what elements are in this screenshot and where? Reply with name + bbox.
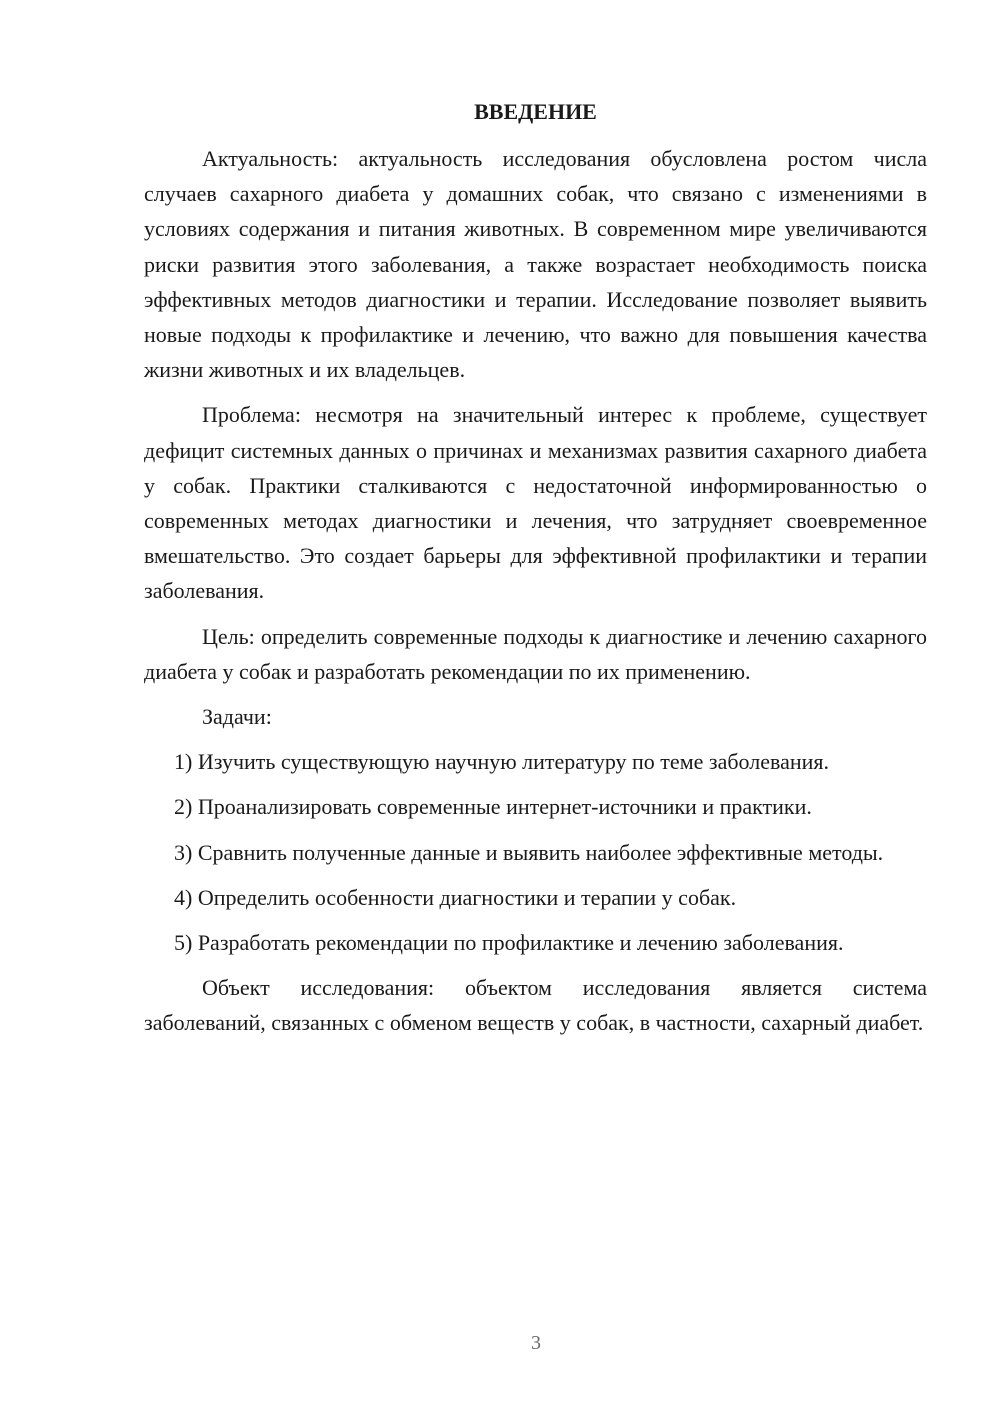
task-item-3: 3) Сравнить полученные данные и выявить наиболее эффективные методы.	[174, 839, 884, 865]
paragraph-goal: Цель: определить современные подходы к диагностике и лечению сахарного диабета у собак и разработать рекомендации по их применению.	[144, 623, 927, 684]
page-number: 3	[531, 1332, 541, 1354]
paragraph-problem: Проблема: несмотря на значительный интерес к проблеме, существует дефицит системных данных о причинах и механизмах развития сахарного диабета у собак. Практики сталкиваются с недостаточной информированностью о современных методах диагностики и лечения, что затрудняет своевременное вмешательство. Это создает барьеры для эффективной профилактики и терапии заболевания.	[144, 402, 927, 604]
paragraph-relevance: Актуальность: актуальность исследования обусловлена ростом числа случаев сахарного диабета у домашних собак, что связано с изменениями в условиях содержания и питания животных. В современном мире увеличиваются риски развития этого заболевания, а также возрастает необходимость поиска эффективных методов диагностики и терапии. Исследование позволяет выявить новые подходы к профилактике и лечению, что важно для повышения качества жизни животных и их владельцев.	[144, 146, 927, 383]
tasks-heading: Задачи:	[202, 704, 272, 730]
task-item-5: 5) Разработать рекомендации по профилактике и лечению заболевания.	[174, 930, 844, 956]
paragraph-object: Объект исследования: объектом исследования является система заболеваний, связанных с обменом веществ у собак, в частности, сахарный диабет.	[144, 975, 927, 1036]
task-item-4: 4) Определить особенности диагностики и терапии у собак.	[174, 884, 737, 910]
section-title: ВВЕДЕНИЕ	[474, 99, 597, 124]
task-item-2: 2) Проанализировать современные интернет-источники и практики.	[174, 794, 812, 820]
task-item-1: 1) Изучить существующую научную литературу по теме заболевания.	[174, 749, 830, 775]
document-page	[144, 94, 927, 1051]
